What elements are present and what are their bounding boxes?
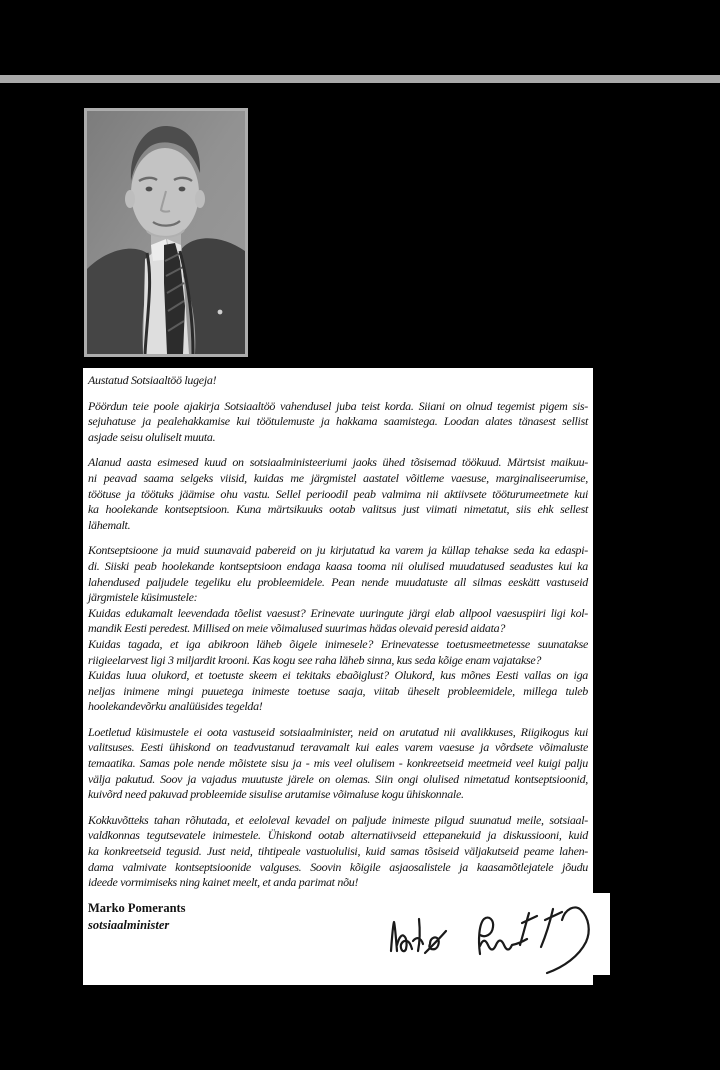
signature-name: Marko Pomerants bbox=[88, 900, 186, 915]
text-line: mandik Eesti peredest. Millised on meie võimalused suurimas hädas olevaid peresid aidata? bbox=[88, 621, 506, 636]
text-line: asjade seisu oluliselt muuta. bbox=[88, 429, 216, 444]
paragraph bbox=[88, 637, 588, 668]
letter-body bbox=[88, 399, 588, 891]
text-line: valitsuses. Eesti ühiskond on teadvustanud teravamalt kui eales varem vaesuse ja võrdsete võimaluste bbox=[88, 740, 588, 755]
top-divider-bar bbox=[0, 75, 720, 83]
salutation: Austatud Sotsiaaltöö lugeja! bbox=[88, 373, 217, 387]
text-line: lähemalt. bbox=[88, 517, 131, 532]
text-line: Loetletud küsimustele ei oota vastuseid sotsiaalminister, neid on arutatud nii avalikkuses, Riigikogus kui bbox=[88, 724, 588, 739]
text-line: Kuidas luua olukord, et toetuste skeem ei tekitaks ebaõiglust? Olukord, kus mõnes Eesti vallas on iga bbox=[88, 668, 588, 683]
text-line: neljas inimene mingi puuetega inimeste toetuse saaja, viitab üheselt probleemidele, millega tuleb bbox=[88, 683, 588, 698]
text-line: ka hoolekande kontseptsioon. Kuna märtsikuuks ootab valitsus just viimati nimetatut, siis ehk sellest bbox=[88, 502, 588, 517]
text-line: temaatika. Samas pole nende mõistete sisu ja - mis veel olulisem - konkreetseid meetmeid veel kuigi palju bbox=[88, 756, 588, 771]
text-line: di. Siiski peab hoolekande kontseptsioon endaga kaasa tooma nii olulised muudatused seadustes kui ka bbox=[88, 558, 588, 573]
paragraph bbox=[88, 399, 588, 446]
text-line: ideede vormimiseks ning kainet meelt, et anda parimat nõu! bbox=[88, 875, 359, 890]
paragraph bbox=[88, 455, 588, 533]
text-line: järgmistele küsimustele: bbox=[88, 590, 198, 605]
text-line: Alanud aasta esimesed kuud on sotsiaalministeeriumi jaoks ühed tõsisemad töökuud. Märtsist maikuu- bbox=[88, 455, 588, 470]
text-line: Kontseptsioone ja muid suunavaid pabereid on ju kirjutatud ka varem ja küllap tehakse seda ka edaspi- bbox=[88, 543, 588, 558]
text-line: ni peavad saama selgeks viisid, kuidas me järgmistel aastatel võitleme vaesuse, marginaliseerumise, bbox=[88, 470, 588, 485]
text-line: Pöördun teie poole ajakirja Sotsiaaltöö vahendusel juba teist korda. Siiani on olnud tegemist pigem sis- bbox=[88, 398, 588, 413]
portrait-photo bbox=[84, 108, 248, 357]
paragraph bbox=[88, 606, 588, 637]
text-line: kuivõrd need pakuvad probleemide sisulise arutamise võimaluse kogu ühiskonnale. bbox=[88, 787, 464, 802]
signature-title: sotsiaalminister bbox=[88, 917, 170, 932]
paragraph bbox=[88, 725, 588, 803]
text-line: Kokkuvõtteks tahan rõhutada, et eeloleval kevadel on paljude inimeste pilgud suunatud meile, sotsiaal- bbox=[88, 812, 588, 827]
handwritten-signature bbox=[383, 897, 598, 977]
text-line: dama valmivate kontseptsioonide valguses. Soovin kõigile asjaosalistele ja kaasamõtlejatele jõudu bbox=[88, 859, 588, 874]
portrait-illustration bbox=[87, 111, 245, 354]
text-line: riigieelarvest ligi 3 miljardit krooni. Kas kogu see raha läheb sinna, kus seda kõige enam vajatakse? bbox=[88, 652, 542, 667]
text-line: välja pakutud. Soov ja vajadus muutuste järele on olemas. Siin ongi olulised nimetatud kontseptsioonid, bbox=[88, 771, 588, 786]
text-line: lahendused paljudele tegeliku elu probleemidele. Pean nende muudatuste all silmas eeskätt vastuseid bbox=[88, 574, 588, 589]
paragraph bbox=[88, 668, 588, 715]
paragraph bbox=[88, 813, 588, 891]
text-line: Kuidas edukamalt leevendada tõelist vaesust? Erinevate uuringute järgi elab allpool vaesuspiiri ligi kol- bbox=[88, 605, 588, 620]
paragraph bbox=[88, 543, 588, 605]
text-line: ka konkreetseid tegusid. Just neid, tihtipeale vastuolulisi, kuid samas tõsiseid väljakutseid peame lahen- bbox=[88, 844, 588, 859]
text-line: valdkonnas tegutsevatele inimestele. Ühiskond ootab alternatiivseid ettepanekuid ja diskussiooni, kuid bbox=[88, 828, 588, 843]
text-line: Kuidas tagada, et iga abikroon läheb õigele inimesele? Erinevatesse toetusmeetmetesse suunatakse bbox=[88, 636, 588, 651]
text-line: sejuhatuse ja pealehakkamise kui töötulemuste ja hakkama saamistega. Loodan alates tänasest sellist bbox=[88, 414, 588, 429]
text-line: hoolekandevõrku analüüsides tegelda! bbox=[88, 699, 263, 714]
text-line: töötuse ja töötuks jäämise ohu vastu. Sellel perioodil peab valmima nii aktiivsete tööturumeetmete kui bbox=[88, 486, 588, 501]
